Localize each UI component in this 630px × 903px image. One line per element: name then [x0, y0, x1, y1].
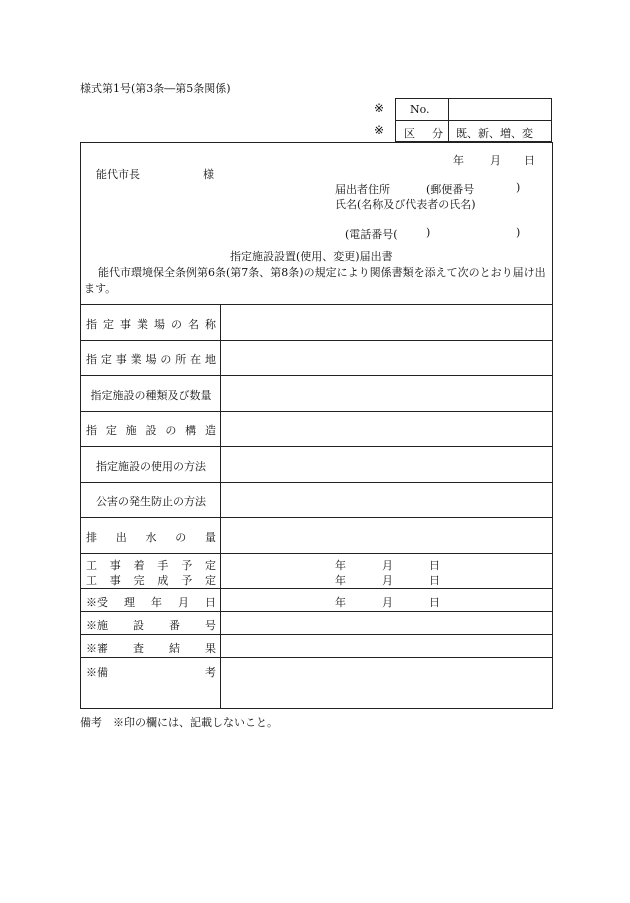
row-label-construction-completion: 工 事 完 成 予 定	[86, 574, 216, 587]
row-label-usage-method: 指定施設の使用の方法	[96, 460, 206, 473]
office-use-mark: ※	[374, 123, 385, 137]
name-label: 氏名(名称及び代表者の氏名)	[335, 198, 476, 211]
category-label: 区	[404, 127, 415, 140]
row-label-facility-types: 指定施設の種類及び数量	[90, 389, 212, 402]
phone-label: (電話番号(	[345, 228, 398, 241]
document-title: 指定施設設置(使用、変更)届出書	[230, 250, 393, 263]
office-use-box	[395, 98, 552, 142]
receipt-date-value: 年 月 日	[335, 596, 440, 609]
phone-mid: )	[426, 226, 431, 239]
row-label-site-location: 指 定 事 業 場 の 所 在 地	[86, 353, 216, 366]
row-label-facility-number: ※施 設 番 号	[86, 619, 216, 632]
date-day: 日	[524, 154, 535, 167]
row-label-discharge-volume: 排 出 水 の 量	[86, 531, 216, 544]
postal-close: )	[516, 181, 521, 194]
row-label-facility-structure: 指 定 施 設 の 構 造	[86, 424, 216, 437]
date-month: 月	[490, 154, 501, 167]
form-number-title: 様式第1号(第3条―第5条関係)	[80, 82, 231, 95]
row-label-review-result: ※審 査 結 果	[86, 642, 216, 655]
row-label-remarks: ※備 考	[86, 666, 216, 679]
no-label: No.	[410, 103, 430, 116]
row-label-construction-start: 工 事 着 手 予 定	[86, 559, 216, 572]
postal-label: (郵便番号	[426, 183, 475, 196]
category-options: 既、新、増、変	[456, 127, 533, 140]
construction-completion-date: 年 月 日	[335, 574, 440, 587]
phone-close: )	[516, 226, 521, 239]
row-label-receipt-date: ※受 理 年 月 日	[86, 596, 216, 609]
category-label: 分	[432, 127, 443, 140]
row-label-pollution-prevention: 公害の発生防止の方法	[96, 495, 206, 508]
address-label: 届出者住所	[335, 183, 390, 196]
construction-start-date: 年 月 日	[335, 559, 440, 572]
declaration-text: 能代市環境保全条例第6条(第7条、第8条)の規定により関係書類を添えて次のとおり届け出ます。	[84, 266, 546, 295]
honorific: 様	[203, 168, 214, 181]
office-use-mark: ※	[374, 101, 385, 115]
date-year: 年	[453, 154, 464, 167]
recipient: 能代市長	[96, 168, 140, 181]
row-label-site-name: 指 定 事 業 場 の 名 称	[86, 318, 216, 331]
footer-note: 備考 ※印の欄には、記載しないこと。	[80, 716, 278, 729]
